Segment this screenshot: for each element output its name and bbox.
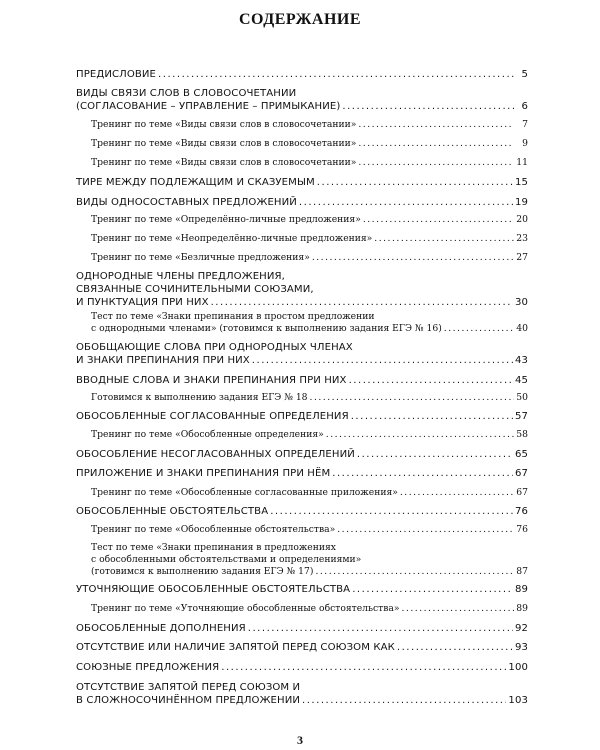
- toc-entry-title: с обособленными обстоятельствами и определениями»: [91, 554, 362, 565]
- toc-section-entry: [76, 661, 528, 674]
- toc-section-entry: [76, 68, 528, 81]
- toc-entry-title: ОБОБЩАЮЩИЕ СЛОВА ПРИ ОДНОРОДНЫХ ЧЛЕНАХ: [76, 342, 353, 353]
- dot-leader: [374, 233, 514, 245]
- dot-leader: [357, 448, 513, 461]
- toc-subsection-entry: [76, 542, 528, 578]
- toc-page-number: 89: [516, 603, 528, 614]
- dot-leader: [302, 694, 506, 707]
- toc-section-entry: [76, 583, 528, 596]
- dot-leader: [397, 641, 513, 654]
- dot-leader: [358, 157, 514, 169]
- toc-page-number: 89: [514, 584, 528, 595]
- toc-page-number: 5: [521, 69, 528, 80]
- toc-subsection-entry: [76, 392, 528, 404]
- toc-section-entry: [76, 270, 528, 309]
- dot-leader: [337, 524, 514, 536]
- dot-leader: [400, 487, 514, 499]
- toc-page-number: 92: [514, 623, 528, 634]
- dot-leader: [158, 68, 514, 81]
- dot-leader: [342, 100, 514, 113]
- toc-subsection-entry: [76, 311, 528, 335]
- dot-leader: [270, 505, 513, 518]
- toc-section-entry: [76, 374, 528, 387]
- toc-subsection-entry: [76, 157, 528, 169]
- toc-page-number: 15: [514, 177, 528, 188]
- toc-page-number: 67: [516, 487, 528, 498]
- toc-section-entry: [76, 467, 528, 480]
- toc-page-number: 58: [516, 429, 528, 440]
- toc-entry-title: ОБОСОБЛЕНИЕ НЕСОГЛАСОВАННЫХ ОПРЕДЕЛЕНИЙ: [76, 449, 355, 460]
- toc-page-number: 43: [514, 355, 528, 366]
- toc-section-entry: [76, 622, 528, 635]
- toc-entry-title: СВЯЗАННЫЕ СОЧИНИТЕЛЬНЫМИ СОЮЗАМИ,: [76, 284, 314, 295]
- toc-page-number: 50: [516, 392, 528, 403]
- toc-entry-title: (готовимся к выполнению задания ЕГЭ № 17): [91, 566, 314, 577]
- toc-entry-title: Тренинг по теме «Неопределённо-личные предложения»: [91, 233, 373, 244]
- toc-subsection-entry: [76, 138, 528, 150]
- dot-leader: [312, 252, 514, 264]
- dot-leader: [349, 374, 513, 387]
- toc-section-entry: [76, 681, 528, 707]
- toc-entry-title: Тренинг по теме «Безличные предложения»: [91, 252, 310, 263]
- toc-entry-title: Тренинг по теме «Определённо-личные предложения»: [91, 214, 361, 225]
- toc-entry-title: И ПУНКТУАЦИЯ ПРИ НИХ: [76, 297, 209, 308]
- toc-subsection-entry: [76, 233, 528, 245]
- toc-entry-title: (СОГЛАСОВАНИЕ – УПРАВЛЕНИЕ – ПРИМЫКАНИЕ): [76, 101, 341, 112]
- toc-page-number: 76: [516, 524, 528, 535]
- toc-page-number: 20: [516, 214, 528, 225]
- dot-leader: [352, 583, 513, 596]
- toc-subsection-entry: [76, 487, 528, 499]
- toc-page-number: 100: [508, 662, 528, 673]
- toc-entry-title: ПРИЛОЖЕНИЕ И ЗНАКИ ПРЕПИНАНИЯ ПРИ НЁМ: [76, 468, 331, 479]
- toc-subsection-entry: [76, 119, 528, 131]
- toc-page-number: 93: [514, 642, 528, 653]
- toc-entry-title: ОДНОРОДНЫЕ ЧЛЕНЫ ПРЕДЛОЖЕНИЯ,: [76, 271, 285, 282]
- dot-leader: [221, 661, 506, 674]
- dot-leader: [358, 138, 514, 150]
- toc-page-number: 40: [516, 323, 528, 334]
- page-number: 3: [297, 733, 303, 747]
- dot-leader: [363, 214, 514, 226]
- dot-leader: [252, 354, 513, 367]
- toc-section-entry: [76, 87, 528, 113]
- toc-entry-title: Тренинг по теме «Обособленные определения»: [91, 429, 324, 440]
- toc-entry-title: ОБОСОБЛЕННЫЕ ДОПОЛНЕНИЯ: [76, 623, 246, 634]
- toc-subsection-entry: [76, 603, 528, 615]
- dot-leader: [310, 392, 514, 404]
- dot-leader: [248, 622, 513, 635]
- page-title: СОДЕРЖАНИЕ: [238, 11, 362, 28]
- dot-leader: [315, 566, 514, 578]
- toc-entry-title: СОЮЗНЫЕ ПРЕДЛОЖЕНИЯ: [76, 662, 220, 673]
- toc-page-number: 7: [522, 119, 528, 130]
- toc-entry-title: И ЗНАКИ ПРЕПИНАНИЯ ПРИ НИХ: [76, 355, 250, 366]
- toc-entry-title: Тренинг по теме «Обособленные согласованные приложения»: [91, 487, 398, 498]
- toc-entry-title: ПРЕДИСЛОВИЕ: [76, 69, 157, 80]
- toc-entry-title: ОБОСОБЛЕННЫЕ ОБСТОЯТЕЛЬСТВА: [76, 506, 269, 517]
- toc-page-number: 67: [514, 468, 528, 479]
- dot-leader: [444, 323, 514, 335]
- dot-leader: [351, 410, 513, 423]
- toc-entry-title: ОТСУТСТВИЕ ЗАПЯТОЙ ПЕРЕД СОЮЗОМ И: [76, 682, 301, 693]
- dot-leader: [402, 603, 514, 615]
- toc-page-number: 103: [508, 695, 528, 706]
- toc-section-entry: [76, 176, 528, 189]
- toc-entry-title: ВИДЫ СВЯЗИ СЛОВ В СЛОВОСОЧЕТАНИИ: [76, 88, 297, 99]
- toc-page-number: 76: [514, 506, 528, 517]
- toc-section-entry: [76, 341, 528, 367]
- toc-page-number: 9: [522, 138, 528, 149]
- dot-leader: [211, 296, 513, 309]
- toc-subsection-entry: [76, 524, 528, 536]
- toc-entry-title: УТОЧНЯЮЩИЕ ОБОСОБЛЕННЫЕ ОБСТОЯТЕЛЬСТВА: [76, 584, 351, 595]
- toc-page-number: 57: [514, 411, 528, 422]
- dot-leader: [332, 467, 513, 480]
- toc-page-number: 87: [516, 566, 528, 577]
- toc-page-number: 6: [521, 101, 528, 112]
- toc-page-number: 23: [516, 233, 528, 244]
- toc-entry-title: Тест по теме «Знаки препинания в предложениях: [91, 542, 336, 553]
- toc-section-entry: [76, 448, 528, 461]
- toc-entry-title: ТИРЕ МЕЖДУ ПОДЛЕЖАЩИМ И СКАЗУЕМЫМ: [76, 177, 315, 188]
- dot-leader: [299, 196, 513, 209]
- toc-page-number: 19: [514, 197, 528, 208]
- toc-entry-title: Тренинг по теме «Виды связи слов в словосочетании»: [91, 138, 357, 149]
- toc-entry-title: Тренинг по теме «Уточняющие обособленные обстоятельства»: [91, 603, 400, 614]
- toc-entry-title: ВВОДНЫЕ СЛОВА И ЗНАКИ ПРЕПИНАНИЯ ПРИ НИХ: [76, 375, 347, 386]
- toc-entry-title: Тренинг по теме «Виды связи слов в словосочетании»: [91, 157, 357, 168]
- toc-entry-title: Тренинг по теме «Обособленные обстоятельства»: [91, 524, 336, 535]
- toc-page-number: 27: [516, 252, 528, 263]
- toc-subsection-entry: [76, 214, 528, 226]
- toc-subsection-entry: [76, 252, 528, 264]
- toc-section-entry: [76, 505, 528, 518]
- toc-entry-title: Тренинг по теме «Виды связи слов в словосочетании»: [91, 119, 357, 130]
- toc-subsection-entry: [76, 429, 528, 441]
- toc-page-number: 11: [516, 157, 528, 168]
- toc-entry-title: с однородными членами» (готовимся к выполнению задания ЕГЭ № 16): [91, 323, 442, 334]
- toc-section-entry: [76, 641, 528, 654]
- toc-page-number: 30: [514, 297, 528, 308]
- dot-leader: [317, 176, 513, 189]
- dot-leader: [326, 429, 514, 441]
- toc-entry-title: ВИДЫ ОДНОСОСТАВНЫХ ПРЕДЛОЖЕНИЙ: [76, 197, 297, 208]
- toc-section-entry: [76, 196, 528, 209]
- toc-entry-title: Готовимся к выполнению задания ЕГЭ № 18: [91, 392, 308, 403]
- toc-entry-title: ОБОСОБЛЕННЫЕ СОГЛАСОВАННЫЕ ОПРЕДЕЛЕНИЯ: [76, 411, 349, 422]
- toc-entry-title: ОТСУТСТВИЕ ИЛИ НАЛИЧИЕ ЗАПЯТОЙ ПЕРЕД СОЮЗОМ КАК: [76, 642, 395, 653]
- dot-leader: [358, 119, 514, 131]
- toc-page-number: 65: [514, 449, 528, 460]
- toc-page-number: 45: [514, 375, 528, 386]
- toc-entry-title: Тест по теме «Знаки препинания в простом предложении: [91, 311, 375, 322]
- toc-entry-title: В СЛОЖНОСОЧИНЁННОМ ПРЕДЛОЖЕНИИ: [76, 695, 301, 706]
- toc-section-entry: [76, 410, 528, 423]
